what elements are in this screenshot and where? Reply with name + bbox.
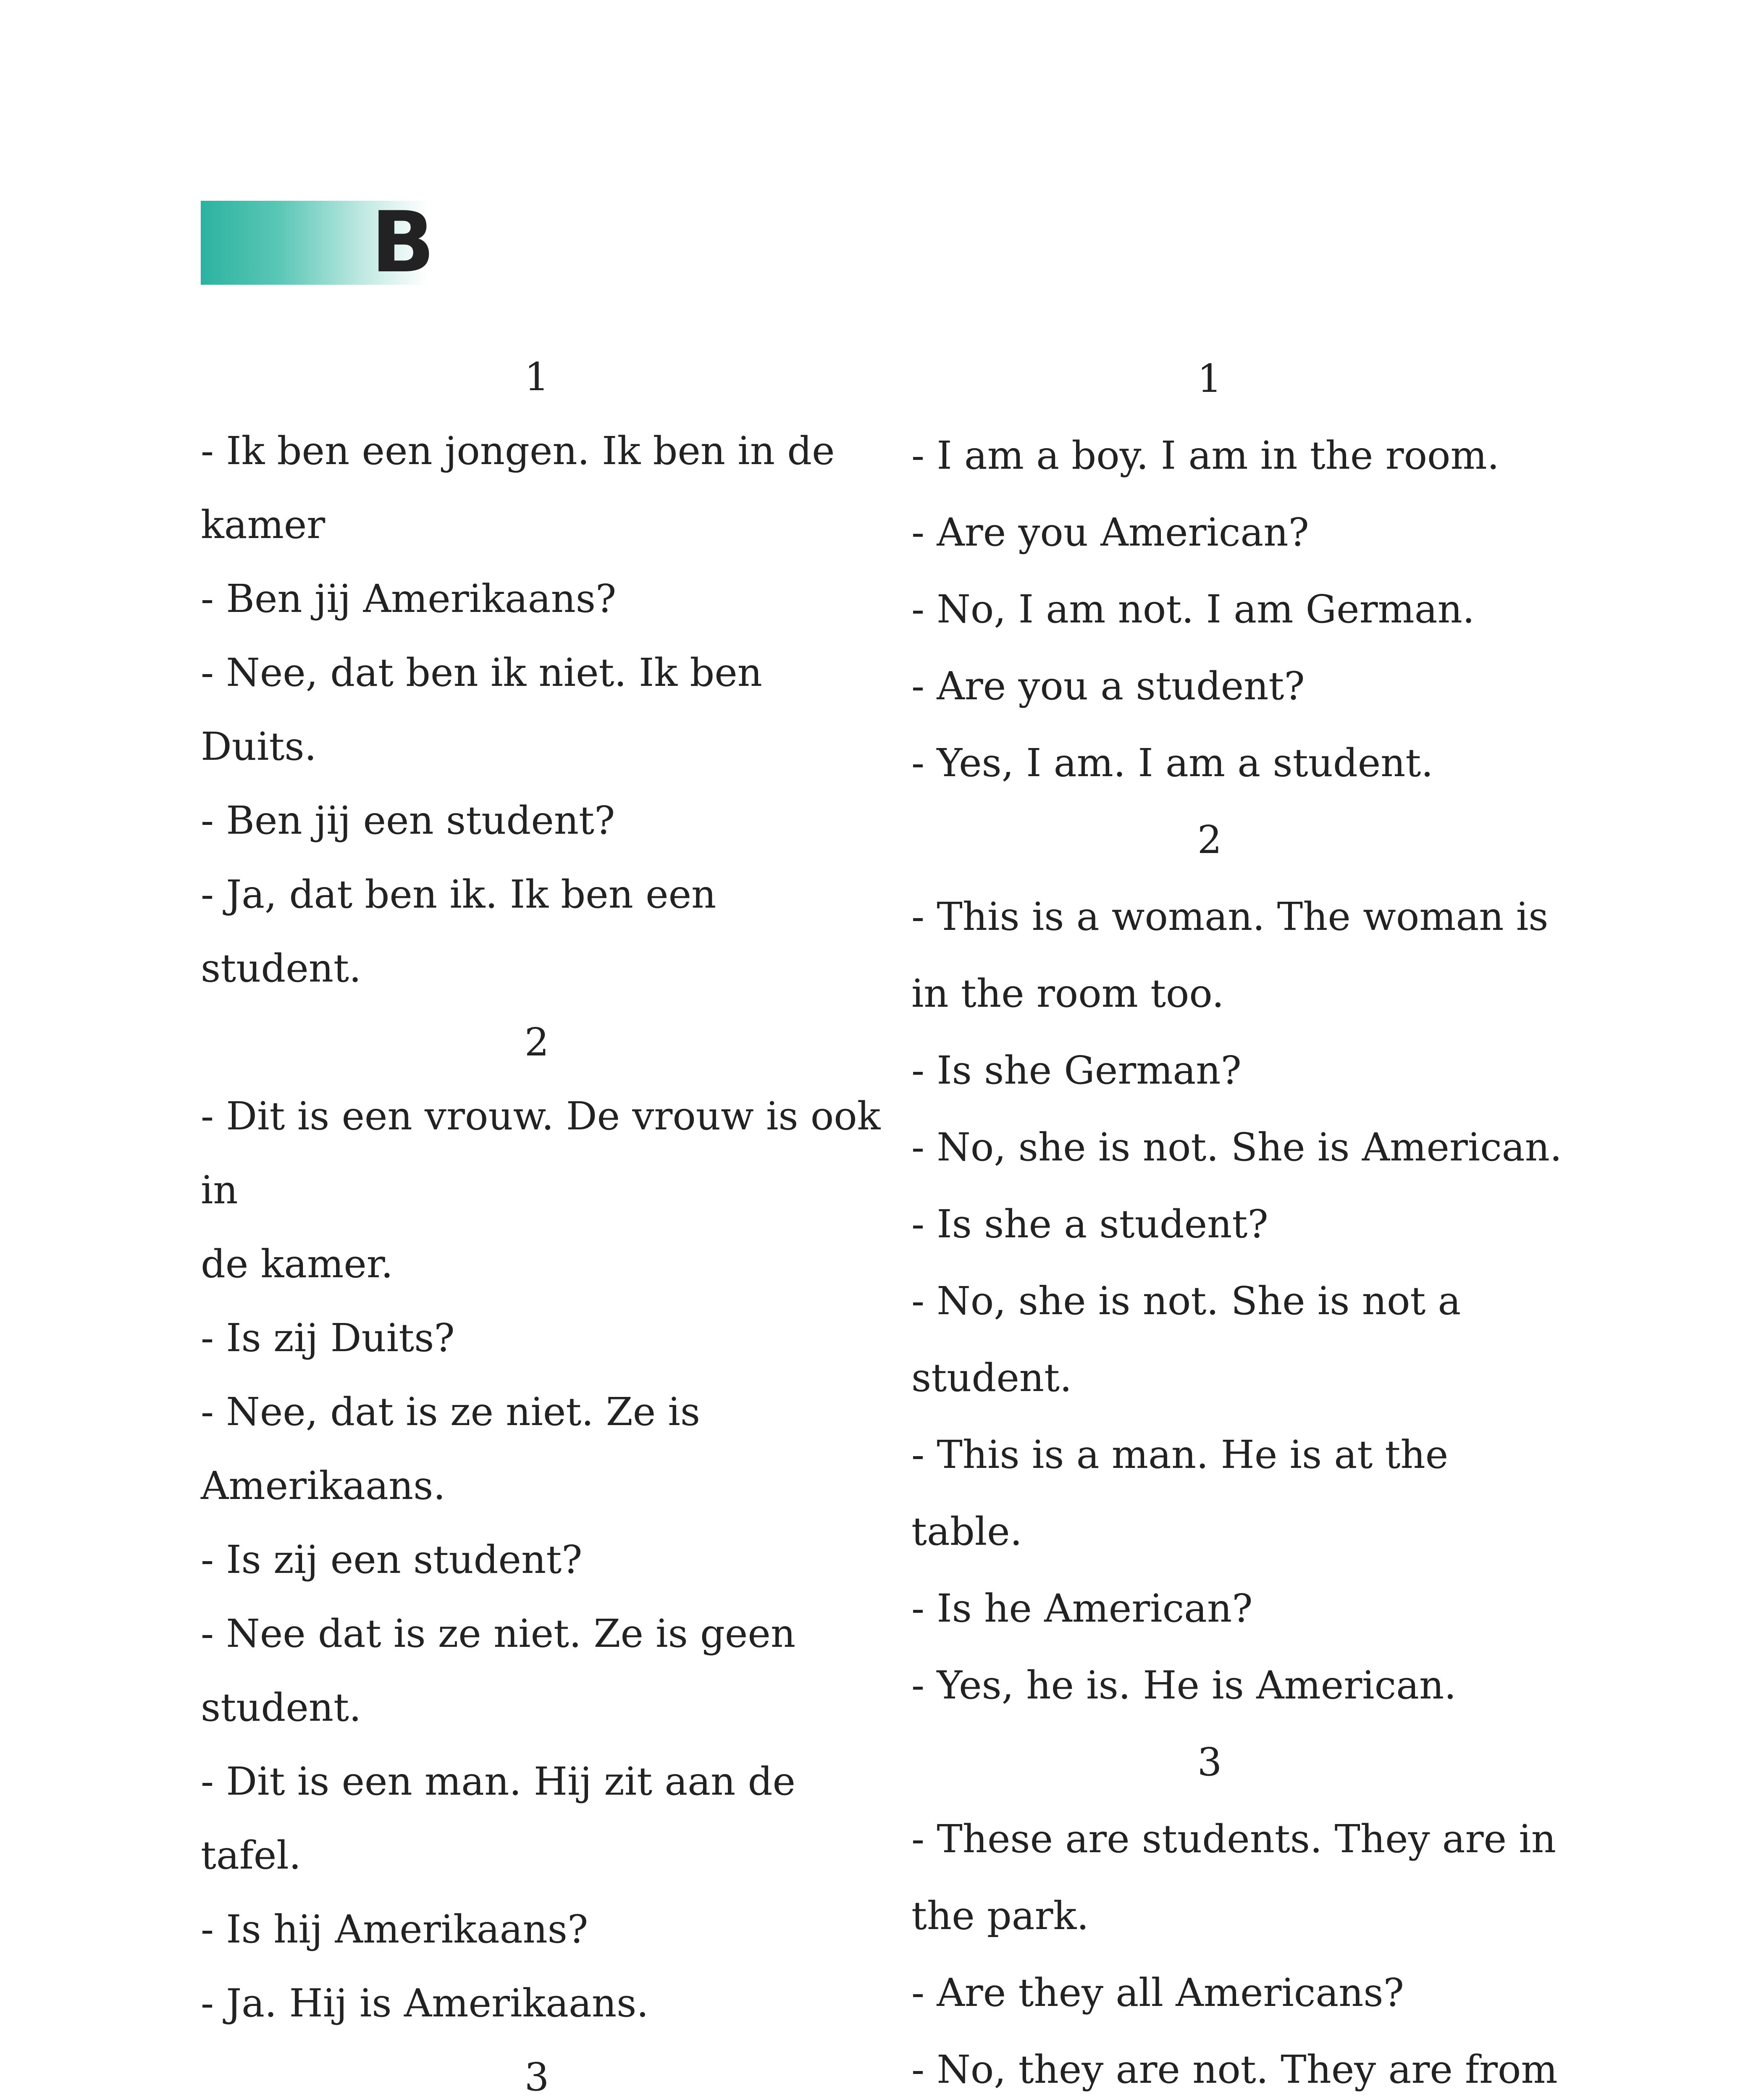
dutch-text-line: - Nee, dat ben ik niet. Ik ben Duits. <box>201 650 775 769</box>
english-text-line: - Yes, he is. He is American. <box>911 1663 1457 1708</box>
english-text-line: - Yes, I am. I am a student. <box>911 740 1433 785</box>
dutch-text-line: - Nee, dat is ze niet. Ze is Amerikaans. <box>201 1389 713 1508</box>
english-text-line: - This is a woman. The woman is <box>911 894 1549 939</box>
dutch-section-number: 1 <box>524 354 549 399</box>
dutch-section-number: 3 <box>524 2055 549 2100</box>
english-text-line: - Is she a student? <box>911 1202 1268 1247</box>
dutch-text-line: - Ben jij Amerikaans? <box>201 576 617 621</box>
dutch-text-line: - Is zij Duits? <box>201 1315 455 1360</box>
dutch-text-line: - Ik ben een jongen. Ik ben in de <box>201 428 835 473</box>
english-text-line: - These are students. They are in <box>911 1816 1556 1861</box>
english-text-line: - Are they all Americans? <box>911 1970 1404 2015</box>
english-text-line: - Are you American? <box>911 510 1309 555</box>
english-text-line: - Is she German? <box>911 1048 1242 1093</box>
dutch-section-number: 2 <box>524 1020 549 1065</box>
english-text-line: student. <box>911 1355 1072 1400</box>
english-text-line: the park. <box>911 1893 1089 1938</box>
dutch-text-line: - Dit is een vrouw. De vrouw is ook in <box>201 1094 893 1213</box>
dutch-text-line: - Is zij een student? <box>201 1537 583 1582</box>
section-header <box>201 194 436 291</box>
dutch-text-line: - Is hij Amerikaans? <box>201 1907 588 1952</box>
english-section-number: 3 <box>1197 1740 1222 1785</box>
english-text-line: - This is a man. He is at the table. <box>911 1432 1461 1554</box>
dutch-text-line: - Nee dat is ze niet. Ze is geen <box>201 1611 796 1656</box>
english-text-line: - No, they are not. They are from <box>911 2047 1558 2092</box>
dutch-text-line: kamer <box>201 502 326 547</box>
english-column <box>911 340 1567 2100</box>
dutch-text-line: - Ja, dat ben ik. Ik ben een student. <box>201 872 729 991</box>
dutch-text-line: student. <box>201 1685 362 1730</box>
english-text-line: in the room too. <box>911 971 1224 1016</box>
english-text-line: - No, I am not. I am German. <box>911 587 1475 632</box>
dutch-text-line: - Dit is een man. Hij zit aan de tafel. <box>201 1759 808 1878</box>
dutch-column <box>201 340 893 2100</box>
dutch-text-line: - Ben jij een student? <box>201 798 615 843</box>
english-section-number: 1 <box>1197 356 1222 401</box>
english-text-line: - No, she is not. She is American. <box>911 1125 1562 1170</box>
english-text-line: - Are you a student? <box>911 664 1305 709</box>
english-text-line: - No, she is not. She is not a <box>911 1278 1461 1323</box>
section-letter: B <box>371 194 435 291</box>
dutch-text-line: de kamer. <box>201 1242 393 1286</box>
dutch-text-line: - Ja. Hij is Amerikaans. <box>201 1981 649 2026</box>
english-text-line: - Is he American? <box>911 1586 1253 1631</box>
english-text-line: - I am a boy. I am in the room. <box>911 433 1499 478</box>
english-section-number: 2 <box>1197 817 1222 862</box>
